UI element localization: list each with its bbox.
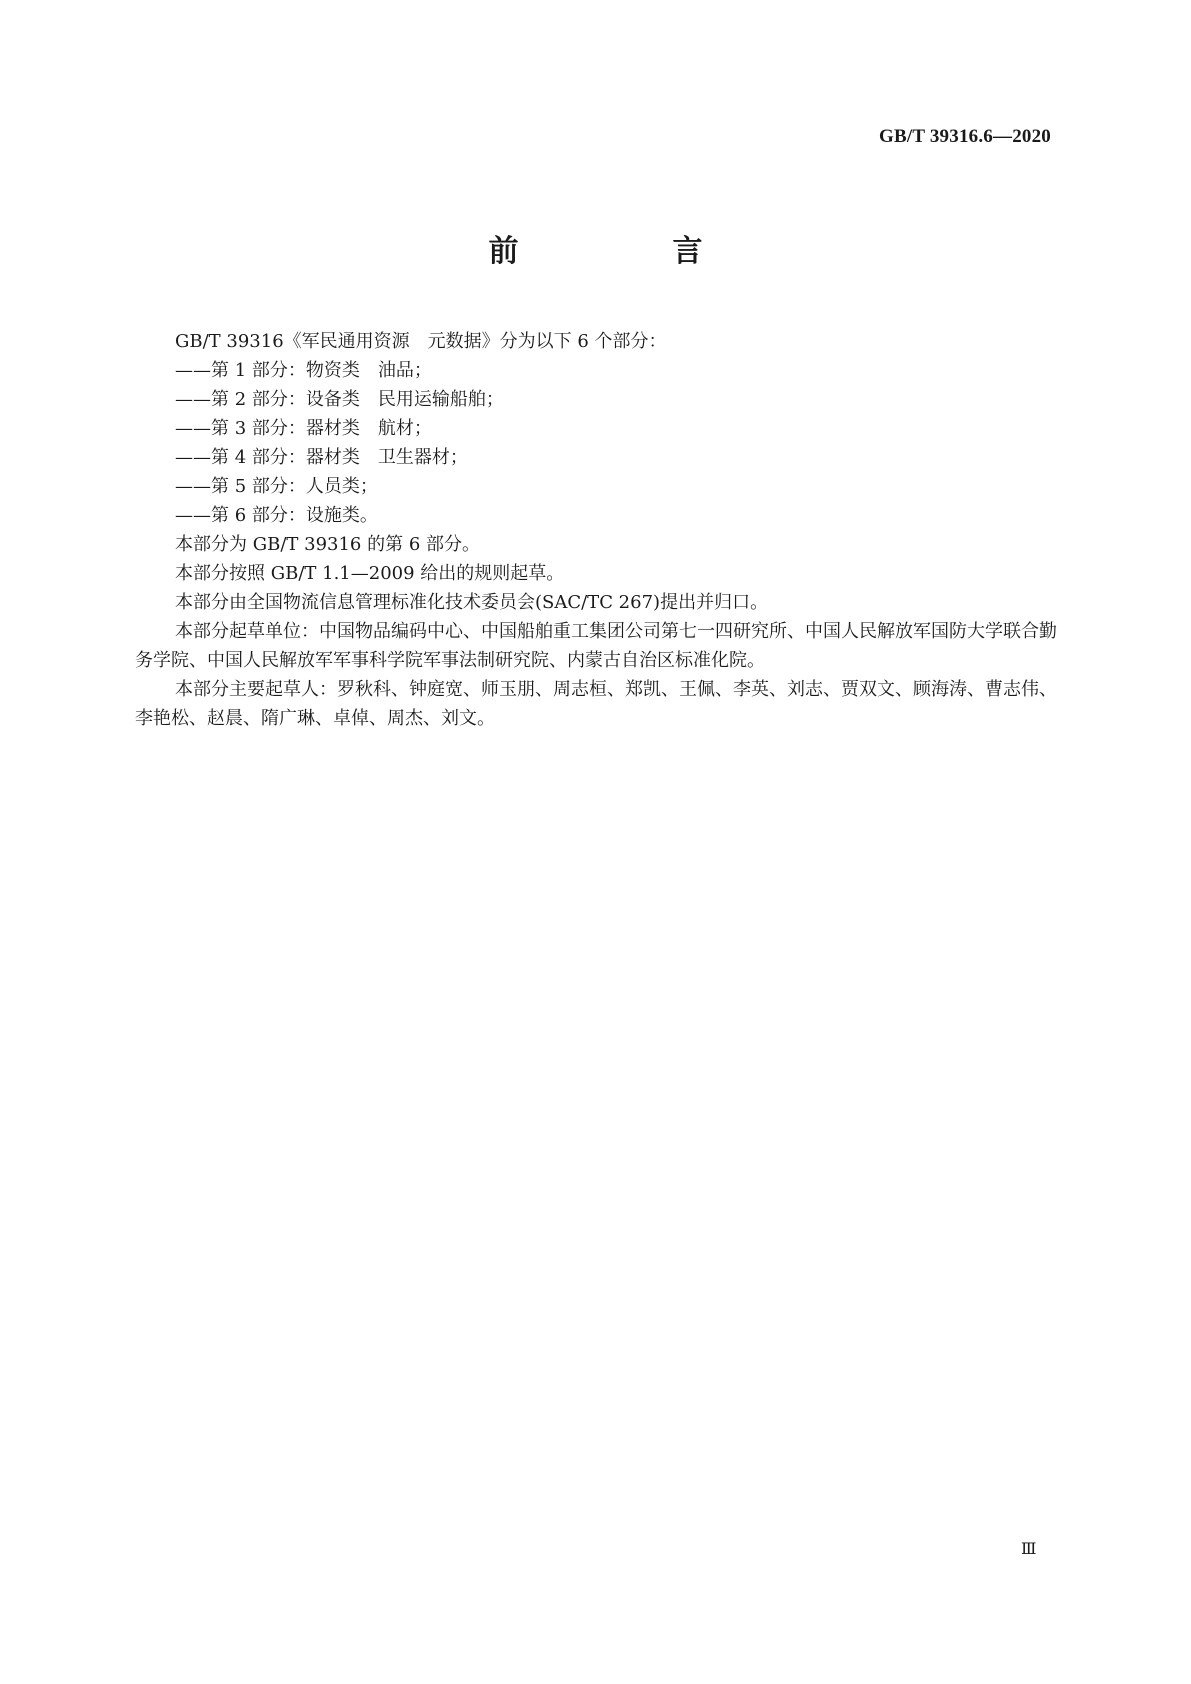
- standard-number: GB/T 39316.6—2020: [879, 126, 1051, 147]
- page-title: 前 言: [488, 234, 765, 269]
- list-item: ——第 6 部分：设施类。: [175, 505, 378, 526]
- part-scope-paragraph: 本部分为 GB/T 39316 的第 6 部分。: [175, 534, 480, 555]
- intro-paragraph: GB/T 39316《军民通用资源 元数据》分为以下 6 个部分：: [175, 331, 667, 352]
- list-item: ——第 5 部分：人员类；: [175, 476, 378, 497]
- drafters-paragraph: 本部分主要起草人：罗秋科、钟庭宽、师玉朋、周志桓、郑凯、王佩、李英、刘志、贾双文、顾海涛、曹志伟、李艳松、赵晨、隋广琳、卓倬、周杰、刘文。: [135, 679, 1057, 729]
- list-item: ——第 2 部分：设备类 民用运输船舶；: [175, 389, 504, 410]
- parts-list: [135, 356, 1065, 530]
- list-item: ——第 4 部分：器材类 卫生器材；: [175, 447, 468, 468]
- drafting-rules-paragraph: 本部分按照 GB/T 1.1—2009 给出的规则起草。: [175, 563, 565, 584]
- list-item: ——第 1 部分：物资类 油品；: [175, 360, 432, 381]
- page-number: Ⅲ: [1021, 1541, 1037, 1558]
- foreword-body: [135, 327, 1065, 733]
- drafting-units-paragraph: 本部分起草单位：中国物品编码中心、中国船舶重工集团公司第七一四研究所、中国人民解放军国防大学联合勤务学院、中国人民解放军军事科学院军事法制研究院、内蒙古自治区标准化院。: [135, 621, 1057, 671]
- proposer-paragraph: 本部分由全国物流信息管理标准化技术委员会(SAC/TC 267)提出并归口。: [175, 592, 769, 613]
- list-item: ——第 3 部分：器材类 航材；: [175, 418, 432, 439]
